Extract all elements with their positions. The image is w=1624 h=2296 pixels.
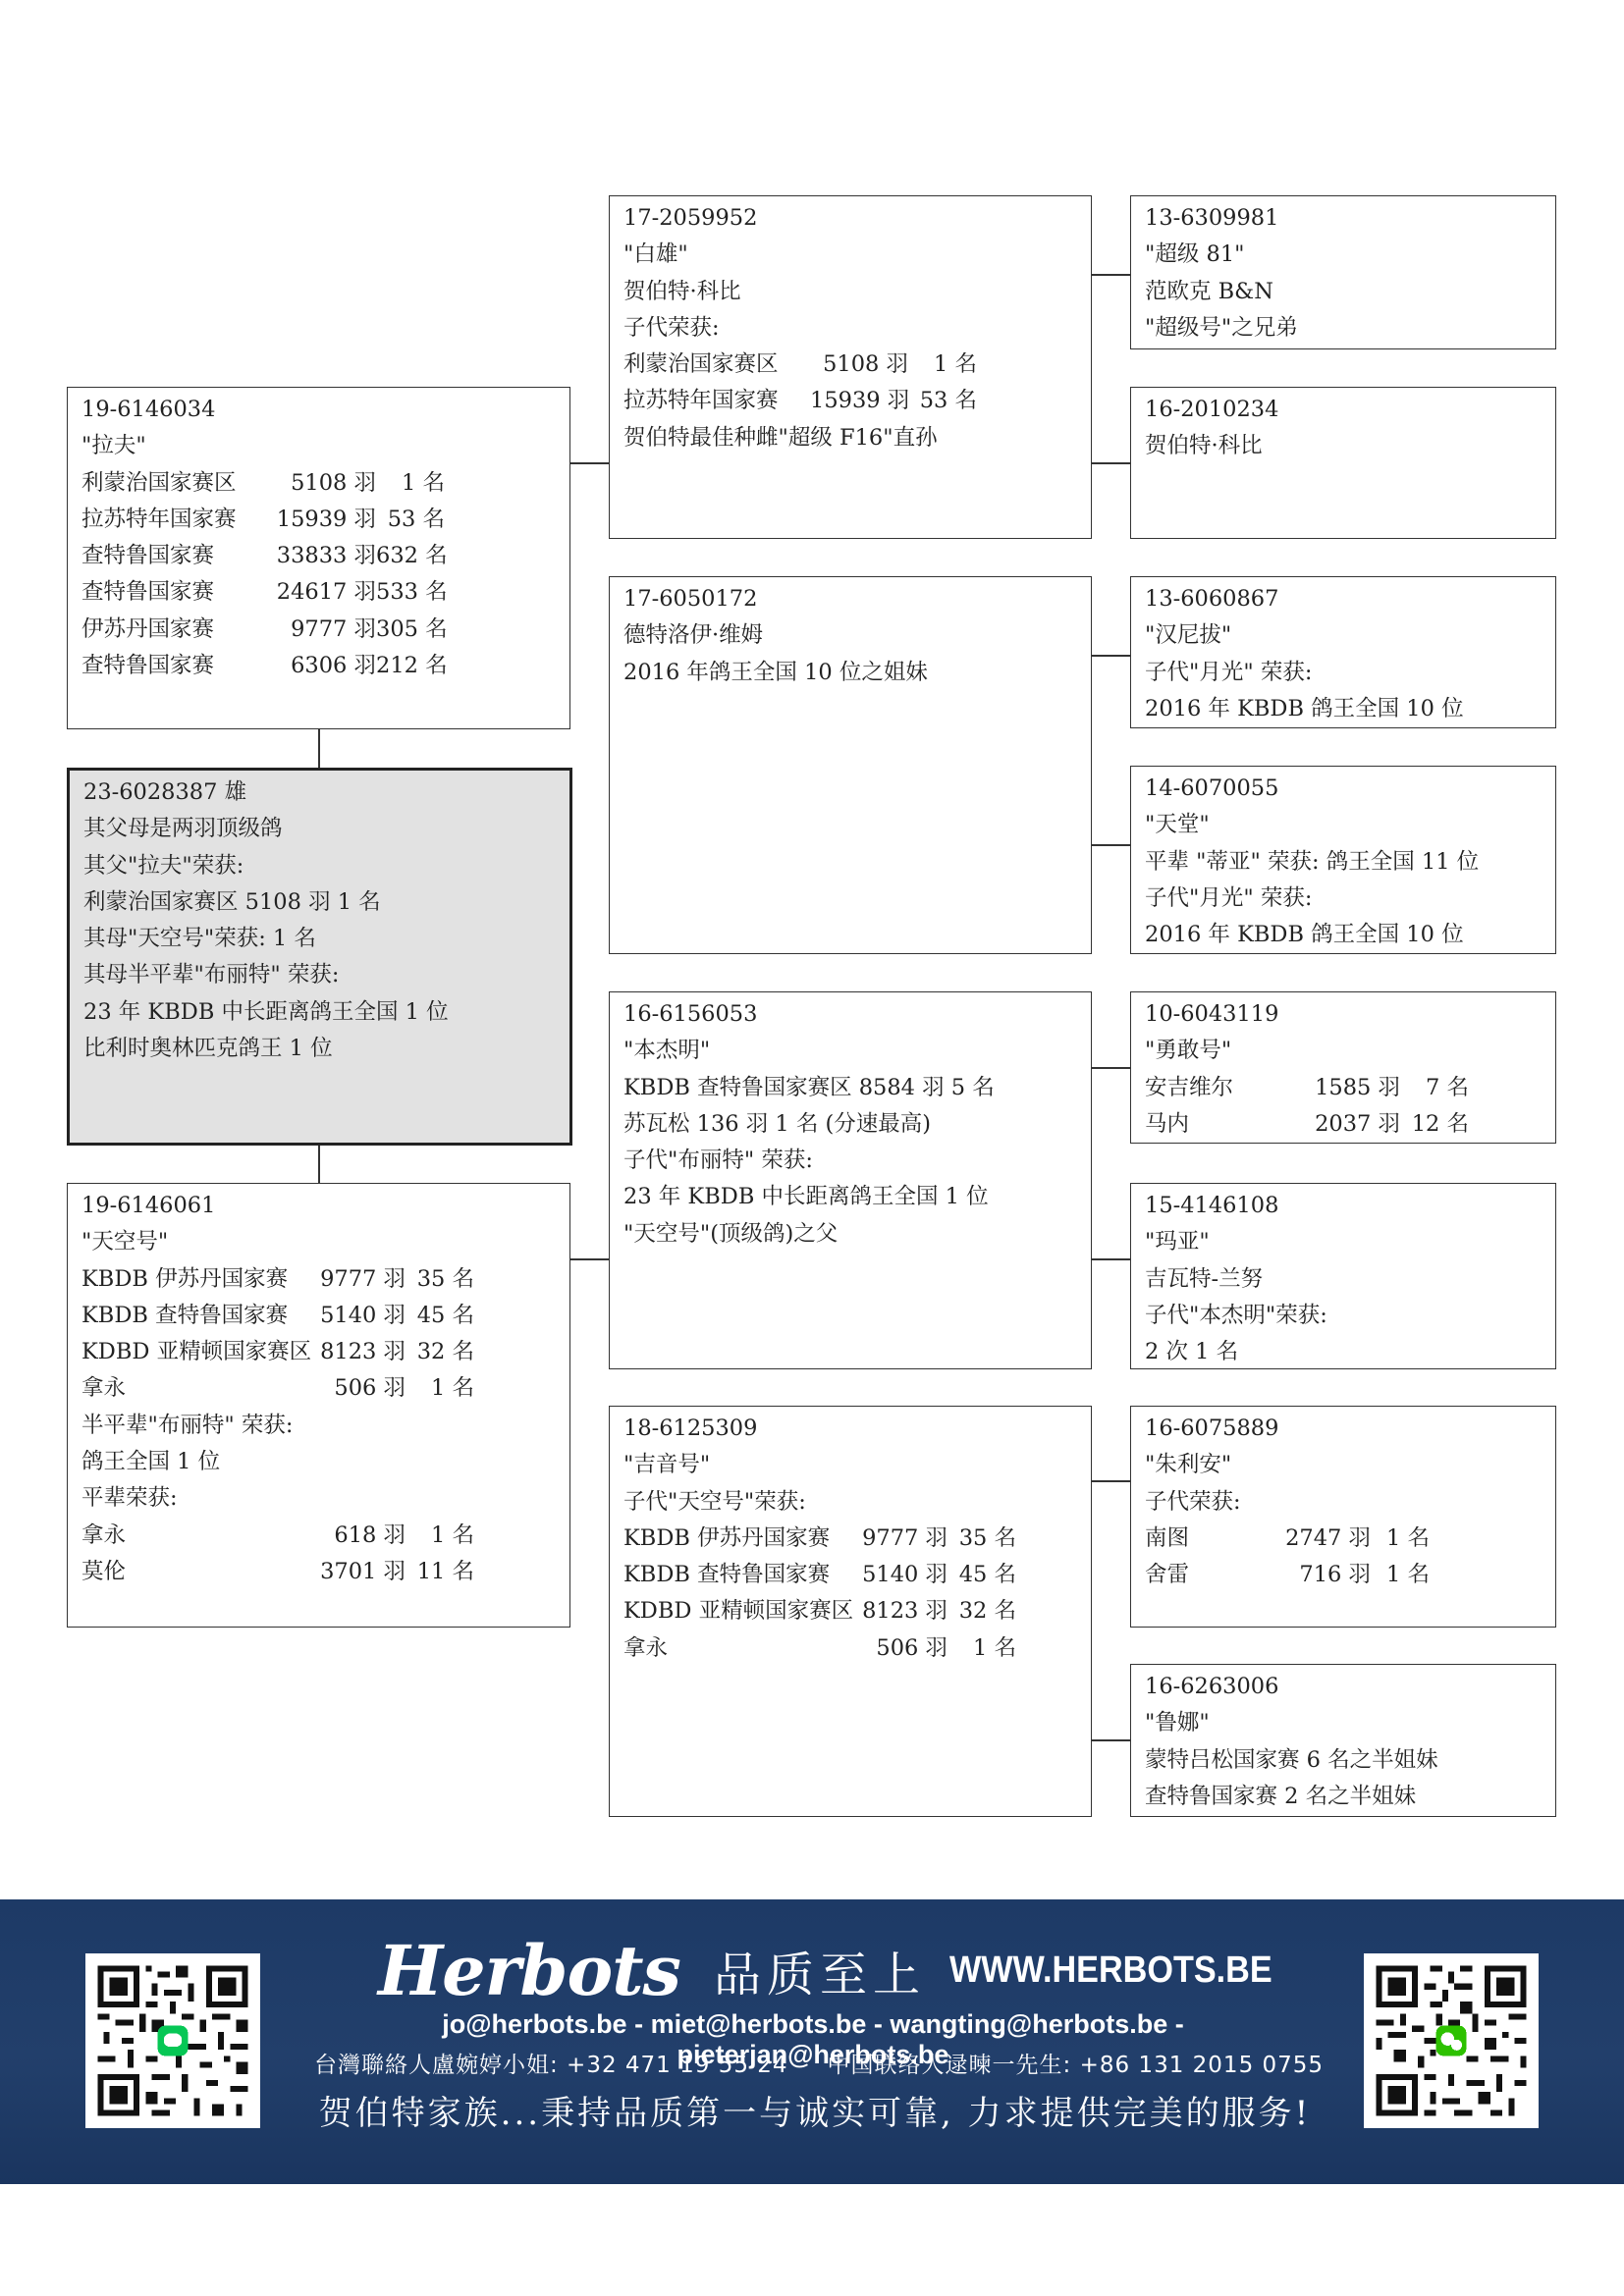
race-name: KBDB 查特鲁国家赛	[81, 1302, 289, 1328]
result-row	[81, 1334, 556, 1370]
bird-count: 15939 羽	[810, 388, 910, 414]
connector	[1092, 1067, 1130, 1069]
ring-number: 18-6125309	[623, 1415, 758, 1441]
bird-count: 506 羽	[876, 1634, 947, 1661]
placing: 1 名	[1386, 1562, 1430, 1588]
placing: 32 名	[416, 1339, 474, 1365]
detail-line: 苏瓦松 136 羽 1 名 (分速最高)	[623, 1110, 932, 1137]
result-row	[81, 574, 556, 611]
placing: 1 名	[431, 1522, 474, 1548]
result-row	[81, 1518, 556, 1554]
connector	[318, 1146, 320, 1183]
brand-header	[378, 1931, 1308, 2009]
bird-count: 8123 羽	[320, 1339, 406, 1365]
ring-number: 19-6146061	[81, 1193, 216, 1218]
connector	[1092, 1258, 1130, 1260]
result-row	[81, 648, 556, 684]
result-row	[1145, 1070, 1542, 1106]
connector	[1092, 655, 1130, 657]
race-name: 拉苏特年国家赛	[81, 506, 237, 532]
detail-line: 德特洛伊·维姆	[623, 622, 764, 649]
bird-count: 24617 羽	[276, 579, 376, 606]
detail-line: 子代荣获:	[1145, 1488, 1241, 1515]
ring-number: 17-6050172	[623, 586, 758, 612]
detail-line: 鸽王全国 1 位	[81, 1449, 221, 1475]
dam-sire-card	[609, 991, 1092, 1369]
race-name: KDBD 亚精顿国家赛区	[81, 1339, 312, 1365]
detail-line: 子代"布丽特" 荣获:	[623, 1148, 813, 1174]
china-contact: 中国联络人逯暕一先生: +86 131 2015 0755	[827, 2053, 1325, 2078]
contact-phones	[295, 2047, 1335, 2079]
race-name: 拉苏特年国家赛	[623, 388, 779, 414]
race-name: 南图	[1145, 1524, 1190, 1551]
bird-count: 6306 羽	[291, 653, 376, 679]
ring-number: 16-2010234	[1145, 397, 1279, 422]
placing: 45 名	[416, 1302, 474, 1328]
result-row	[81, 1370, 556, 1407]
detail-line: "拉夫"	[81, 433, 146, 459]
ring-number: 14-6070055	[1145, 775, 1279, 801]
placing: 35 名	[416, 1265, 474, 1292]
connector	[318, 729, 320, 768]
detail-line: 利蒙治国家赛区 5108 羽 1 名	[83, 888, 381, 915]
detail-line: 贺伯特·科比	[623, 278, 741, 304]
race-name: 拿永	[623, 1634, 669, 1661]
race-name: 舍雷	[1145, 1562, 1190, 1588]
detail-line: "朱利安"	[1145, 1452, 1232, 1478]
race-name: 马内	[1145, 1110, 1190, 1137]
sire-card	[67, 387, 570, 729]
bird-count: 9777 羽	[862, 1524, 947, 1551]
detail-line: 其母半平辈"布丽特" 荣获:	[83, 962, 340, 988]
ring-number: 19-6146034	[81, 397, 216, 422]
bird-count: 5108 羽	[823, 351, 908, 378]
bird-count: 1585 羽	[1315, 1074, 1400, 1100]
result-row	[81, 1261, 556, 1298]
placing: 632 名	[376, 543, 448, 569]
bird-count: 2037 羽	[1315, 1110, 1400, 1137]
sds-card	[1130, 576, 1556, 728]
detail-line: "超级 81"	[1145, 241, 1245, 268]
placing: 12 名	[1411, 1110, 1469, 1137]
detail-line: 查特鲁国家赛 2 名之半姐妹	[1145, 1783, 1417, 1809]
race-name: 查特鲁国家赛	[81, 543, 215, 569]
detail-line: 2016 年鸽王全国 10 位之姐妹	[623, 659, 928, 685]
bird-count: 5140 羽	[320, 1302, 406, 1328]
race-name: 查特鲁国家赛	[81, 653, 215, 679]
line-qr-code[interactable]	[85, 1953, 260, 2128]
footer-banner	[0, 1899, 1624, 2184]
dds-card	[1130, 1406, 1556, 1628]
detail-line: "天空号"	[81, 1229, 169, 1255]
sire-sire-card	[609, 195, 1092, 539]
result-row	[1145, 1521, 1542, 1557]
contact-emails[interactable]: jo@herbots.be - miet@herbots.be - wangting@herbots.be - pieterjan@herbots.be	[442, 2009, 1184, 2069]
detail-line: "吉音号"	[623, 1452, 711, 1478]
race-name: 拿永	[81, 1522, 127, 1548]
result-row	[81, 465, 556, 502]
ring-number: 13-6309981	[1145, 205, 1279, 231]
connector	[1092, 1739, 1130, 1741]
detail-line: 蒙特吕松国家赛 6 名之半姐妹	[1145, 1746, 1438, 1773]
result-row	[81, 538, 556, 574]
dsd-card	[1130, 1183, 1556, 1369]
connector	[1092, 462, 1130, 464]
placing: 1 名	[402, 469, 445, 496]
brand-motto: 品质至上	[713, 1947, 926, 2002]
placing: 53 名	[919, 388, 977, 414]
placing: 11 名	[416, 1558, 474, 1584]
detail-line: 子代"本杰明"荣获:	[1145, 1302, 1327, 1328]
race-name: 拿永	[81, 1375, 127, 1402]
detail-line: 平辈 "蒂亚" 荣获: 鸽王全国 11 位	[1145, 848, 1480, 875]
placing: 1 名	[934, 351, 977, 378]
sss-card	[1130, 195, 1556, 349]
bird-count: 33833 羽	[276, 543, 376, 569]
detail-line: 子代"月光" 荣获:	[1145, 659, 1313, 685]
detail-line: 平辈荣获:	[81, 1485, 178, 1512]
detail-line: 子代荣获:	[623, 314, 720, 341]
detail-line: 吉瓦特-兰努	[1145, 1265, 1264, 1292]
detail-line: "天空号"(顶级鸽)之父	[623, 1220, 839, 1247]
detail-line: 2016 年 KBDB 鸽王全国 10 位	[1145, 922, 1464, 948]
detail-line: 比利时奥林匹克鸽王 1 位	[83, 1036, 333, 1062]
detail-line: 子代"天空号"荣获:	[623, 1488, 806, 1515]
result-row	[81, 1298, 556, 1334]
placing: 32 名	[958, 1598, 1016, 1625]
detail-line: 23 年 KBDB 中长距离鸽王全国 1 位	[83, 998, 449, 1025]
result-row	[623, 383, 1077, 419]
race-name: KBDB 查特鲁国家赛	[623, 1562, 831, 1588]
detail-line: 范欧克 B&N	[1145, 278, 1273, 304]
ddd-card	[1130, 1664, 1556, 1817]
subject-pigeon-card	[67, 768, 572, 1146]
connector	[1092, 844, 1130, 846]
bird-count: 618 羽	[334, 1522, 406, 1548]
detail-line: "白雄"	[623, 241, 688, 268]
sdd-card	[1130, 766, 1556, 954]
dam-card	[67, 1183, 570, 1628]
race-name: 利蒙治国家赛区	[623, 351, 779, 378]
herbots-logo: Herbots	[378, 1929, 680, 2011]
ring-number: 13-6060867	[1145, 586, 1279, 612]
taiwan-contact: 台灣聯絡人盧婉婷小姐: +32 471 19 55 24	[314, 2053, 788, 2078]
connector	[570, 1258, 609, 1260]
result-row	[81, 612, 556, 648]
website-link[interactable]: WWW.HERBOTS.BE	[948, 1949, 1272, 1991]
placing: 45 名	[958, 1562, 1016, 1588]
race-name: KBDB 伊苏丹国家赛	[623, 1524, 831, 1551]
bird-count: 15939 羽	[276, 506, 376, 532]
ssd-card	[1130, 387, 1556, 539]
bird-count: 2747 羽	[1285, 1524, 1371, 1551]
detail-line: 其父母是两羽顶级鸽	[83, 816, 283, 842]
detail-line: 子代"月光" 荣获:	[1145, 884, 1313, 911]
dam-dam-card	[609, 1406, 1092, 1817]
bird-count: 9777 羽	[291, 615, 376, 642]
detail-line: 2 次 1 名	[1145, 1339, 1239, 1365]
placing: 1 名	[973, 1634, 1016, 1661]
result-row	[623, 1521, 1077, 1557]
detail-line: 2016 年 KBDB 鸽王全国 10 位	[1145, 695, 1464, 721]
bird-count: 506 羽	[334, 1375, 406, 1402]
result-row	[81, 502, 556, 538]
connector	[570, 462, 609, 464]
result-row	[623, 1630, 1077, 1667]
race-name: 伊苏丹国家赛	[81, 615, 215, 642]
placing: 305 名	[376, 615, 448, 642]
ring-number: 17-2059952	[623, 205, 758, 231]
race-name: 利蒙治国家赛区	[81, 469, 237, 496]
detail-line: "超级号"之兄弟	[1145, 314, 1298, 341]
ring-number: 16-6156053	[623, 1001, 758, 1027]
result-row	[623, 347, 1077, 383]
detail-line: 贺伯特最佳种雌"超级 F16"直孙	[623, 424, 938, 451]
detail-line: 其母"天空号"荣获: 1 名	[83, 926, 316, 952]
bird-count: 716 羽	[1299, 1562, 1371, 1588]
ring-number: 16-6263006	[1145, 1674, 1279, 1699]
detail-line: "鲁娜"	[1145, 1710, 1210, 1736]
connector	[1092, 1480, 1130, 1482]
result-row	[1145, 1106, 1542, 1143]
placing: 533 名	[376, 579, 448, 606]
detail-line: 其父"拉夫"荣获:	[83, 852, 244, 879]
detail-line: "玛亚"	[1145, 1229, 1210, 1255]
race-name: KDBD 亚精顿国家赛区	[623, 1598, 854, 1625]
wechat-qr-code[interactable]	[1364, 1953, 1539, 2128]
race-name: 安吉维尔	[1145, 1074, 1234, 1100]
detail-line: "本杰明"	[623, 1038, 711, 1064]
placing: 53 名	[387, 506, 445, 532]
ring-number: 16-6075889	[1145, 1415, 1279, 1441]
placing: 35 名	[958, 1524, 1016, 1551]
bird-count: 3701 羽	[320, 1558, 406, 1584]
detail-line: "汉尼拔"	[1145, 622, 1232, 649]
bird-count: 5108 羽	[291, 469, 376, 496]
connector	[1092, 274, 1130, 276]
result-row	[623, 1557, 1077, 1593]
bird-count: 9777 羽	[320, 1265, 406, 1292]
ring-number: 15-4146108	[1145, 1193, 1279, 1218]
result-row	[623, 1593, 1077, 1629]
detail-line: KBDB 查特鲁国家赛区 8584 羽 5 名	[623, 1074, 995, 1100]
bird-count: 8123 羽	[862, 1598, 947, 1625]
sire-dam-card	[609, 576, 1092, 954]
dss-card	[1130, 991, 1556, 1144]
ring-number: 10-6043119	[1145, 1001, 1279, 1027]
placing: 1 名	[1386, 1524, 1430, 1551]
detail-line: "勇敢号"	[1145, 1038, 1232, 1064]
placing: 1 名	[431, 1375, 474, 1402]
detail-line: 半平辈"布丽特" 荣获:	[81, 1412, 294, 1438]
detail-line: 贺伯特·科比	[1145, 433, 1263, 459]
detail-line: 23 年 KBDB 中长距离鸽王全国 1 位	[623, 1184, 989, 1210]
bird-count: 5140 羽	[862, 1562, 947, 1588]
footer-slogan: 贺伯特家族...秉持品质第一与诚实可靠, 力求提供完美的服务!	[318, 2094, 1312, 2133]
race-name: 莫伦	[81, 1558, 127, 1584]
race-name: KBDB 伊苏丹国家赛	[81, 1265, 289, 1292]
placing: 212 名	[376, 653, 448, 679]
result-row	[1145, 1557, 1542, 1593]
ring-number: 23-6028387 雄	[83, 779, 247, 805]
detail-line: "天堂"	[1145, 812, 1210, 838]
placing: 7 名	[1426, 1074, 1469, 1100]
result-row	[81, 1554, 556, 1590]
race-name: 查特鲁国家赛	[81, 579, 215, 606]
